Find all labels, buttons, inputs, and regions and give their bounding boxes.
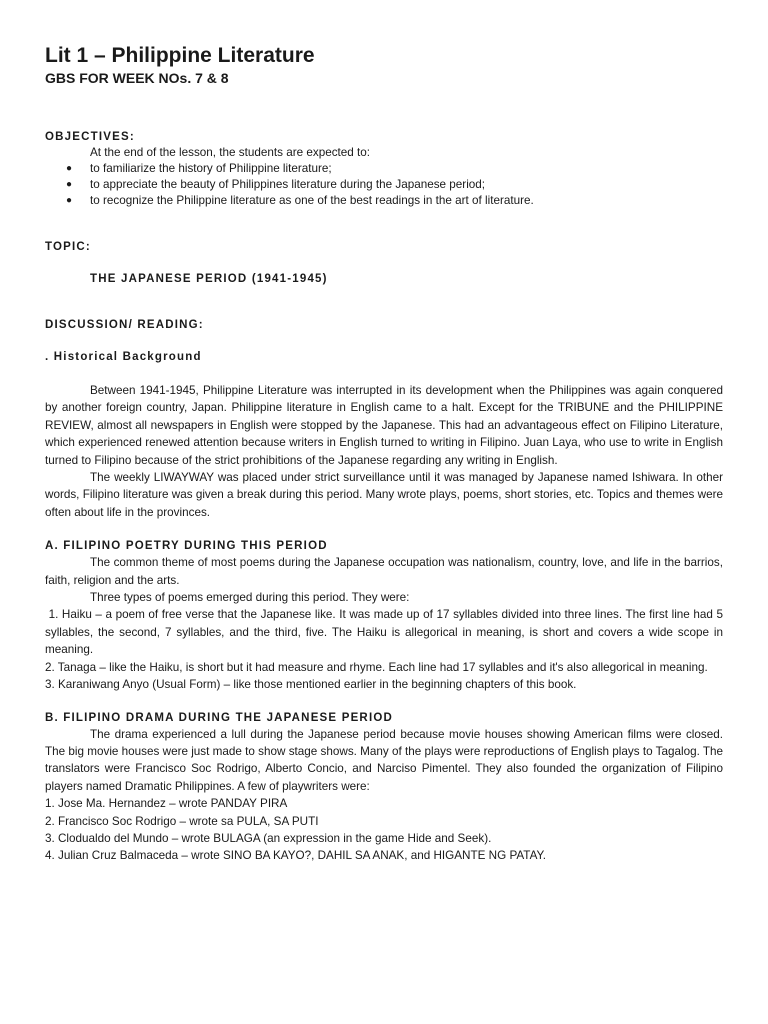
topic-title: THE JAPANESE PERIOD (1941-1945) [90,273,328,285]
drama-item-3: 3. Clodualdo del Mundo – wrote BULAGA (an expression in the game Hide and Seek). [45,831,492,845]
historical-paragraph-2: The weekly LIWAYWAY was placed under strict surveillance until it was managed by Japanese named Ishiwara. In other words, Filipino literature was given a break during this period. Many wrote plays, poems, short stories, etc. Topics and themes were often about life in the provinces. [45,471,723,519]
drama-item-1: 1. Jose Ma. Hernandez – wrote PANDAY PIRA [45,797,288,811]
bullet-icon: ● [66,179,73,190]
objectives-intro: At the end of the lesson, the students are expected to: [90,146,371,159]
poetry-item-haiku: 1. Haiku – a poem of free verse that the Japanese like. It was made up of 17 syllables divided into three lines. The first line had 5 syllables, the second, 7 syllables, and the third, five. The Haiku is allegorical in meaning, is short and covers a wide scope in meaning. [45,608,727,657]
page-title: Lit 1 – Philippine Literature [45,44,315,67]
poetry-item-tanaga: 2. Tanaga – like the Haiku, is short but it had measure and rhyme. Each line had 17 syllables and it's also allegorical in meaning. [45,660,708,674]
topic-heading: TOPIC: [45,241,91,253]
discussion-heading: DISCUSSION/ READING: [45,319,204,331]
list-item: ● to familiarize the history of Philippine literature; [66,162,332,175]
poetry-paragraph-2: Three types of poems emerged during this period. They were: [90,591,410,605]
page-subtitle: GBS FOR WEEK NOs. 7 & 8 [45,70,229,86]
objectives-list [45,161,723,209]
list-item: ● to appreciate the beauty of Philippines literature during the Japanese period; [66,178,486,191]
poetry-paragraph-1: The common theme of most poems during the Japanese occupation was nationalism, country, love, and life in the barrios, faith, religion and the arts. [45,556,723,587]
drama-item-2: 2. Francisco Soc Rodrigo – wrote sa PULA, SA PUTI [45,814,319,828]
list-item: ● to recognize the Philippine literature as one of the best readings in the art of literature. [66,194,534,207]
poetry-heading: A. FILIPINO POETRY DURING THIS PERIOD [45,540,328,553]
document-page [45,44,727,865]
historical-background-heading: . Historical Background [45,351,202,363]
drama-paragraph-1: The drama experienced a lull during the Japanese period because movie houses showing American films were closed. The big movie houses were just made to show stage shows. Many of the plays were reproductions of English plays to Tagalog. The translators were Francisco Soc Rodrigo, Alberto Concio, and Narciso Pimentel. They also founded the organization of Filipino players named Dramatic Philippines. A few of playwriters were: [45,727,723,793]
bullet-icon: ● [66,163,73,174]
objectives-heading: OBJECTIVES: [45,131,135,143]
poetry-item-karaniwang-anyo: 3. Karaniwang Anyo (Usual Form) – like those mentioned earlier in the beginning chapters of this book. [45,678,577,692]
drama-heading: B. FILIPINO DRAMA DURING THE JAPANESE PERIOD [45,711,393,724]
historical-paragraph-1: Between 1941-1945, Philippine Literature was interrupted in its development when the Philippines was again conquered by another foreign country, Japan. Philippine literature in English came to a halt. Except for the TRIBUNE and the PHILIPPINE REVIEW, almost all newspapers in English were stopped by the Japanese. This had an advantageous effect on Filipino Literature, which experienced renewed attention because writers in English turned to writing in Filipino. Juan Laya, who use to write in English turned to Filipino because of the strict prohibitions of the Japanese regarding any writing in English. [45,384,723,467]
drama-item-4: 4. Julian Cruz Balmaceda – wrote SINO BA KAYO?, DAHIL SA ANAK, and HIGANTE NG PATAY. [45,849,547,863]
bullet-icon: ● [66,195,73,206]
